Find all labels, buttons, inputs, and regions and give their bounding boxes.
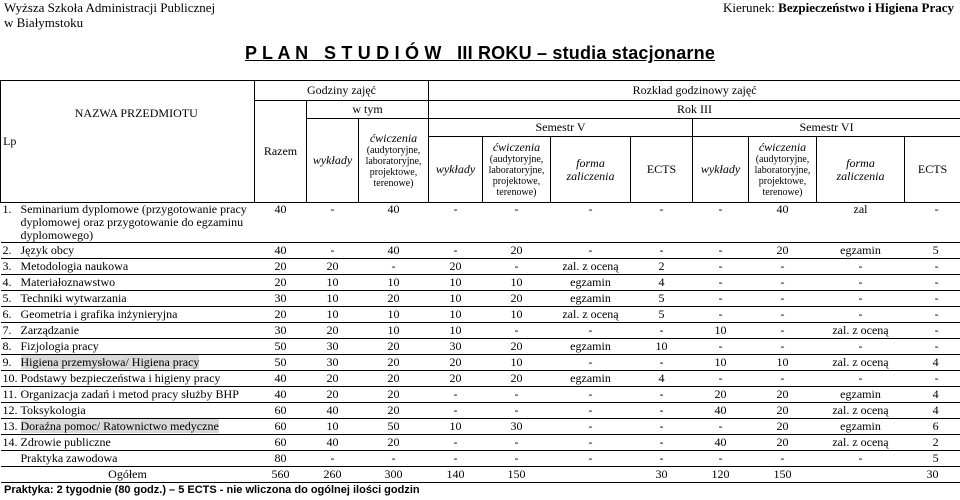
row-wyklady: 20 [307,371,359,387]
total-s6-ects: 30 [905,467,960,483]
total-cwiczenia: 300 [359,467,429,483]
row-cwiczenia: 20 [359,435,429,451]
row-s5-wyklady: 20 [429,259,483,275]
row-cwiczenia: - [359,451,429,467]
col-s5-ects: ECTS [631,137,693,203]
row-s6-ects: - [905,291,960,307]
row-name-text: Toksykologia [20,403,86,417]
col-s6-cwiczenia [749,137,817,203]
table-row [1,203,960,243]
row-s6-forma: zal [817,203,905,243]
row-name [19,323,255,339]
row-lp: 8. [1,339,19,355]
row-s5-forma: egzamin [551,291,631,307]
school-name-line1: Wyższa Szkoła Administracji Publicznej [4,0,216,15]
col-cwiczenia-label: ćwiczenia [369,131,418,145]
row-s5-wyklady: - [429,403,483,419]
total-s6-wyklady: 120 [693,467,749,483]
col-razem: Razem [255,101,307,203]
row-wyklady: - [307,203,359,243]
row-s5-cwiczenia: - [483,203,551,243]
row-s6-cwiczenia: 20 [749,387,817,403]
table-row [1,259,960,275]
row-s5-forma: - [551,355,631,371]
row-s6-cwiczenia: - [749,259,817,275]
row-name [19,371,255,387]
row-s5-ects: 5 [631,307,693,323]
row-s5-ects: 4 [631,371,693,387]
col-s6-cwiczenia-label: ćwiczenia [758,140,807,154]
row-s5-forma: - [551,435,631,451]
table-row [1,403,960,419]
row-s6-cwiczenia: - [749,451,817,467]
row-wyklady: 10 [307,291,359,307]
row-razem: 60 [255,403,307,419]
row-lp: 12. [2,403,18,417]
row-s5-wyklady: 10 [429,307,483,323]
row-cwiczenia: 10 [359,307,429,323]
row-s6-ects: 4 [905,387,960,403]
row-lp: 5. [1,291,19,307]
row-wyklady: 20 [307,259,359,275]
plan-title: P L A N S T U D I Ó W III ROKU – studia stacjonarne [244,43,716,63]
table-body [1,203,960,467]
total-wyklady: 260 [307,467,359,483]
row-cwiczenia: 20 [359,403,429,419]
row-s5-forma: egzamin [551,371,631,387]
row-s5-forma: zal. z oceną [551,307,631,323]
col-cwiczenia [359,119,429,203]
row-s5-wyklady: 10 [429,275,483,291]
row-cwiczenia: 20 [359,371,429,387]
row-lp: 4. [1,275,19,291]
row-s5-ects: - [631,435,693,451]
row-s5-cwiczenia: - [483,451,551,467]
row-s6-cwiczenia: 20 [749,243,817,259]
row-s5-ects: 10 [631,339,693,355]
row-lp [1,451,19,467]
row-s6-ects: - [905,339,960,355]
row-s5-ects: - [631,451,693,467]
row-s6-ects: 5 [905,451,960,467]
row-s6-forma: - [817,275,905,291]
row-s6-forma: zal. z oceną [817,323,905,339]
row-s5-wyklady: 20 [429,371,483,387]
table-row [1,387,960,403]
row-name [19,355,255,371]
row-s5-cwiczenia: 20 [483,243,551,259]
row-razem: 40 [255,371,307,387]
row-razem: 50 [255,339,307,355]
row-lp: 7. [1,323,19,339]
col-lp: Lp [1,81,19,203]
col-godziny: Godziny zajęć [255,81,429,101]
row-razem: 50 [255,355,307,371]
total-s6-cwiczenia: 150 [749,467,817,483]
row-s6-cwiczenia: - [749,307,817,323]
row-razem: 40 [255,243,307,259]
row-s6-ects: - [905,259,960,275]
col-wyklady: wykłady [307,119,359,203]
row-s6-cwiczenia: 20 [749,419,817,435]
row-cwiczenia: 20 [359,387,429,403]
row-cwiczenia: 40 [359,243,429,259]
col-semestr-vi: Semestr VI [693,119,960,137]
row-wyklady: 30 [307,339,359,355]
col-rok: Rok III [429,101,960,119]
row-s5-cwiczenia: - [483,387,551,403]
row-cwiczenia: 20 [359,355,429,371]
row-name-text: Zarządzanie [20,323,80,337]
row-wyklady: 40 [307,403,359,419]
row-s5-cwiczenia: 10 [483,275,551,291]
row-s5-cwiczenia: 20 [483,339,551,355]
row-s6-cwiczenia: - [749,291,817,307]
row-s6-cwiczenia: - [749,323,817,339]
col-s5-cwiczenia [483,137,551,203]
row-s6-wyklady: 40 [693,403,749,419]
table-row [1,435,960,451]
row-cwiczenia: 20 [359,339,429,355]
row-name [19,203,255,243]
table-row [1,355,960,371]
row-s6-forma: egzamin [817,387,905,403]
row-lp: 2. [1,243,19,259]
total-s5-forma [551,467,631,483]
school-name [4,0,215,30]
col-s5-forma [551,137,631,203]
row-s5-ects: 4 [631,275,693,291]
row-s6-cwiczenia: - [749,275,817,291]
total-razem: 560 [255,467,307,483]
row-name-text: Fizjologia pracy [20,339,99,353]
row-s6-ects: 4 [905,355,960,371]
row-razem: 40 [255,387,307,403]
col-s6-forma-label: forma [846,155,875,170]
table-row [1,291,960,307]
row-name-text: Podstawy bezpieczeństwa i higieny pracy [20,371,221,385]
row-s6-forma: - [817,259,905,275]
school-name-line2: w Białymstoku [4,15,84,30]
row-razem: 60 [255,435,307,451]
study-plan-table [0,80,960,483]
row-s5-wyklady: - [429,387,483,403]
col-s5-zaliczenia-label: zaliczenia [566,168,615,183]
row-s6-ects: 6 [905,419,960,435]
row-s5-forma: - [551,243,631,259]
row-name [19,387,255,403]
footer-note: Praktyka: 2 tygodnie (80 godz.) – 5 ECTS - nie wliczona do ogólnej ilości godzin [4,484,420,496]
total-s5-ects: 30 [631,467,693,483]
row-razem: 80 [255,451,307,467]
row-name [19,339,255,355]
row-lp: 9. [1,355,19,371]
row-s6-wyklady: - [693,307,749,323]
row-s5-ects: - [631,323,693,339]
row-s5-cwiczenia: 10 [483,307,551,323]
row-wyklady: 10 [307,275,359,291]
row-s6-wyklady: 20 [693,387,749,403]
table-row [1,451,960,467]
row-s5-cwiczenia: - [483,259,551,275]
row-name [19,243,255,259]
col-semestr-v: Semestr V [429,119,693,137]
col-nazwa: NAZWA PRZEDMIOTU [19,81,255,203]
row-lp: 13. [2,419,18,433]
row-s6-wyklady: - [693,451,749,467]
row-s5-wyklady: 30 [429,339,483,355]
col-s6-cwiczenia-detail: (audytoryjne, laboratoryjne, projektowe, terenowe) [754,154,811,198]
row-s6-wyklady: 10 [693,355,749,371]
row-name-text: Seminarium dyplomowe (przygotowanie pracy dyplomowej oraz przygotowanie do egzaminu dyplomowego) [20,202,247,242]
row-s5-cwiczenia: 20 [483,371,551,387]
row-name-text: Higiena przemysłowa/ Higiena pracy [20,355,200,369]
kierunek [723,0,954,15]
total-s5-cwiczenia: 150 [483,467,551,483]
row-name [19,307,255,323]
total-s5-wyklady: 140 [429,467,483,483]
row-s6-cwiczenia: 20 [749,403,817,419]
table-row [1,371,960,387]
row-s5-wyklady: - [429,451,483,467]
row-razem: 20 [255,307,307,323]
kierunek-label: Kierunek: [722,0,775,15]
row-s5-forma: zal. z oceną [551,259,631,275]
col-s5-cwiczenia-label: ćwiczenia [492,140,541,154]
row-name-text: Materiałoznawstwo [20,275,116,289]
row-name-text: Metodologia naukowa [20,259,129,273]
row-s6-cwiczenia: - [749,371,817,387]
table-row [1,275,960,291]
total-label: Ogółem [1,467,255,483]
row-wyklady: 20 [307,323,359,339]
row-s5-forma: egzamin [551,339,631,355]
row-lp: 11. [2,387,18,401]
col-s5-forma-label: forma [576,155,605,170]
col-w-tym: w tym [307,101,429,119]
row-cwiczenia: 40 [359,203,429,243]
row-name-text: Zdrowie publiczne [20,435,111,449]
row-s6-forma: zal. z oceną [817,403,905,419]
row-name-text: Język obcy [20,243,75,257]
row-s5-cwiczenia: - [483,435,551,451]
row-lp: 6. [1,307,19,323]
row-s5-forma: - [551,387,631,403]
col-s6-forma [817,137,905,203]
row-s6-forma: - [817,339,905,355]
row-s6-wyklady: - [693,243,749,259]
row-s5-forma: - [551,403,631,419]
row-name-text: Doraźna pomoc/ Ratownictwo medyczne [20,419,219,433]
row-s5-ects: 5 [631,291,693,307]
row-s5-forma: - [551,451,631,467]
row-s5-wyklady: 10 [429,323,483,339]
row-s6-ects: - [905,323,960,339]
row-wyklady: - [307,243,359,259]
row-s5-cwiczenia: 10 [483,355,551,371]
col-s6-wyklady: wykłady [693,137,749,203]
row-razem: 20 [255,275,307,291]
row-s6-wyklady: - [693,291,749,307]
col-s5-wyklady: wykłady [429,137,483,203]
row-cwiczenia: - [359,259,429,275]
row-name-text: Organizacja zadań i metod pracy służby BHP [20,387,239,401]
row-s5-wyklady: 20 [429,355,483,371]
row-s5-cwiczenia: 30 [483,419,551,435]
row-s5-ects: 2 [631,259,693,275]
row-s5-cwiczenia: - [483,323,551,339]
row-name [19,291,255,307]
row-wyklady: 40 [307,435,359,451]
row-s6-wyklady: 10 [693,323,749,339]
row-name [19,259,255,275]
row-s5-forma: - [551,323,631,339]
row-s5-forma: egzamin [551,275,631,291]
row-razem: 20 [255,259,307,275]
row-s6-ects: - [905,371,960,387]
col-s6-zaliczenia-label: zaliczenia [836,168,885,183]
row-cwiczenia: 10 [359,323,429,339]
row-s6-forma: - [817,291,905,307]
row-s6-wyklady: - [693,259,749,275]
row-s6-forma: egzamin [817,243,905,259]
row-s5-ects: - [631,387,693,403]
table-row [1,339,960,355]
row-s6-ects: - [905,307,960,323]
row-s6-ects: 5 [905,243,960,259]
row-lp: 14. [2,435,18,449]
row-wyklady: 10 [307,307,359,323]
row-s6-ects: 4 [905,403,960,419]
row-razem: 60 [255,419,307,435]
row-s5-ects: - [631,203,693,243]
row-wyklady: 30 [307,355,359,371]
row-razem: 30 [255,291,307,307]
row-s6-wyklady: - [693,203,749,243]
row-s6-cwiczenia: - [749,339,817,355]
row-wyklady: - [307,451,359,467]
row-s6-forma: - [817,307,905,323]
row-lp: 10. [2,371,18,385]
row-s6-forma: - [817,371,905,387]
row-s6-wyklady: - [693,371,749,387]
row-s6-cwiczenia: 20 [749,435,817,451]
row-s5-wyklady: 10 [429,419,483,435]
row-s6-ects: - [905,203,960,243]
row-name-text: Praktyka zawodowa [20,451,118,465]
row-s5-wyklady: - [429,435,483,451]
table-row [1,419,960,435]
col-rozklad: Rozkład godzinowy zajęć [429,81,960,101]
row-s6-wyklady: - [693,275,749,291]
row-name-text: Geometria i grafika inżynieryjna [20,307,178,321]
row-s6-wyklady: - [693,419,749,435]
row-name [19,275,255,291]
row-s5-ects: - [631,243,693,259]
row-s6-forma: zal. z oceną [817,355,905,371]
row-s5-wyklady: 10 [429,291,483,307]
row-s6-forma: zal. z oceną [817,435,905,451]
row-razem: 30 [255,323,307,339]
row-razem: 40 [255,203,307,243]
page-title [0,43,960,64]
row-cwiczenia: 20 [359,291,429,307]
row-s6-ects: 2 [905,435,960,451]
row-lp: 3. [1,259,19,275]
row-lp: 1. [1,203,19,243]
col-s5-cwiczenia-detail: (audytoryjne, laboratoryjne, projektowe, terenowe) [488,154,545,198]
total-row [1,467,960,483]
row-cwiczenia: 50 [359,419,429,435]
row-s6-ects: - [905,275,960,291]
row-s5-wyklady: - [429,203,483,243]
row-name [19,435,255,451]
table-row [1,307,960,323]
col-cwiczenia-detail: (audytoryjne, laboratoryjne, projektowe, terenowe) [365,145,422,189]
row-s5-forma: - [551,419,631,435]
row-wyklady: 10 [307,419,359,435]
row-s6-cwiczenia: 40 [749,203,817,243]
row-s6-wyklady: - [693,339,749,355]
row-s5-wyklady: - [429,243,483,259]
row-name [19,451,255,467]
row-s6-forma: egzamin [817,419,905,435]
col-s6-ects: ECTS [905,137,960,203]
row-name [19,419,255,435]
table-row [1,243,960,259]
row-s6-wyklady: 40 [693,435,749,451]
row-cwiczenia: 10 [359,275,429,291]
row-s5-ects: - [631,419,693,435]
total-s6-forma [817,467,905,483]
row-wyklady: 20 [307,387,359,403]
row-s5-ects: - [631,403,693,419]
row-name-text: Techniki wytwarzania [20,291,127,305]
row-name [19,403,255,419]
table-row [1,323,960,339]
kierunek-value: Bezpieczeństwo i Higiena Pracy [778,0,954,15]
row-s6-cwiczenia: 10 [749,355,817,371]
row-s5-cwiczenia: 20 [483,291,551,307]
row-s6-forma: - [817,451,905,467]
row-s5-forma: - [551,203,631,243]
row-s5-cwiczenia: - [483,403,551,419]
row-s5-ects: - [631,355,693,371]
